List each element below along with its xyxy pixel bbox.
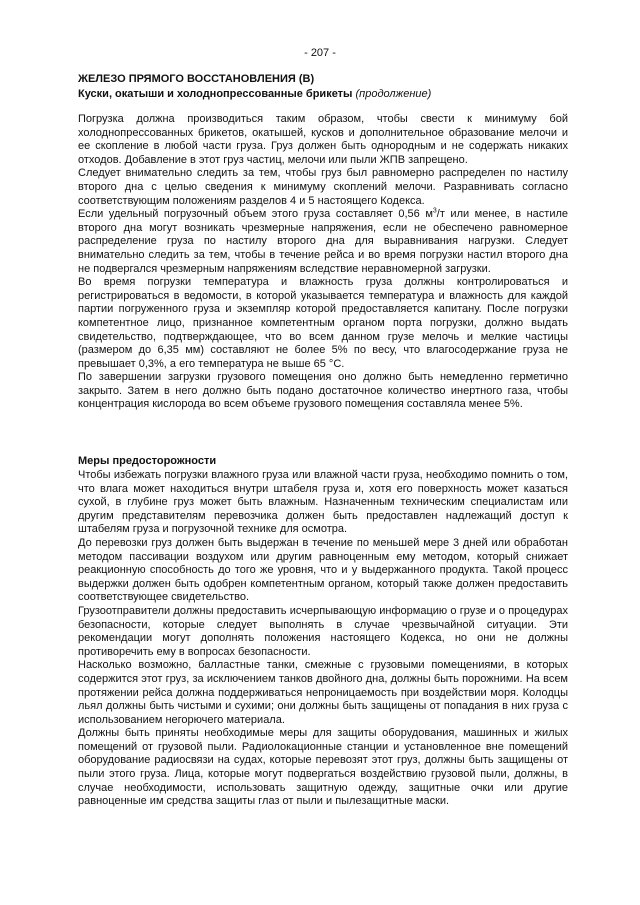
loading-section [78, 113, 568, 412]
document-title: ЖЕЛЕЗО ПРЯМОГО ВОССТАНОВЛЕНИЯ (B) [78, 73, 315, 85]
document-header [78, 72, 568, 101]
precautions-heading: Меры предосторожности [78, 455, 217, 467]
document-subtitle [78, 87, 568, 101]
precautions-section [78, 454, 568, 809]
paragraph-stowage-factor [78, 208, 568, 276]
subtitle-main: Куски, окатыши и холоднопрессованные брикеты [78, 88, 356, 100]
paragraph-dust-protection: Должны быть приняты необходимые меры для защиты оборудования, машинных и жилых помещений от грузовой пыли. Радиолокационные станции и установленное вне помещений оборудование радиосвязи на судах, которые перевозят этот груз, должны быть защищены от пыли этого груза. Лица, которые могут подвергаться воздействию грузовой пыли, должны, в случае необходимости, использовать защитную одежду, защитные очки или другие равноценные им средства защиты глаз от пыли и пылезащитные маски. [78, 727, 568, 808]
paragraph-ballast-tanks: Насколько возможно, балластные танки, смежные с грузовыми помещениями, в которых содержится этот груз, за исключением танков двойного дна, должны быть порожними. На всем протяжении рейса должна поддерживаться непроницаемость при воздействии моря. Колодцы льял должны быть чистыми и сухими; они должны быть защищены от попадания в них груза с использованием негорючего материала. [78, 659, 568, 726]
paragraph-trimming: Следует внимательно следить за тем, чтобы груз был равномерно распределен по настилу второго дна с целью сведения к минимуму скоплений мелочи. Разравнивать согласно соответствующим положениям разделов 4 и 5 настоящего Кодекса. [78, 167, 568, 207]
paragraph-weathering: До перевозки груз должен быть выдержан в течение по меньшей мере 3 дней или обработан методом пассивации воздухом или другим равноценным ему методом, который снижает реакционную способность до того же уровня, что и у выдержанного продукта. Такой процесс выдержки должен быть одобрен компетентным органом, который также должен предоставить соответствующее свидетельство. [78, 536, 568, 604]
paragraph-loading: Погрузка должна производиться таким образом, чтобы свести к минимуму бой холоднопрессованных брикетов, окатышей, кусков и дополнительное образование мелочи и ее скопление в любой части груза. Груз должен быть однородным и не содержать никаких отходов. Добавление в этот груз частиц, мелочи или пыли ЖПВ запрещено. [78, 113, 568, 166]
stowage-unit-superscript: 3 [432, 207, 437, 215]
paragraph-temperature-monitoring: Во время погрузки температура и влажность груза должны контролироваться и регистрироваться в ведомости, в которой указывается температура и влажность для каждой партии погруженного груза и экземпляр которой предоставляется капитану. После погрузки компетентное лицо, признанное компетентным органом порта погрузки, должно выдать свидетельство, подтверждающее, что во всем данном грузе мелочь и мелкие частицы (размером до 6,35 мм) составляют не более 5% по весу, что влагосодержание груза не превышает 0,3%, а его температура не выше 65 °С. [78, 276, 568, 370]
subtitle-note: (продолжение) [355, 88, 432, 100]
paragraph-inert-gas: По завершении загрузки грузового помещения оно должно быть немедленно герметично закрыто. Затем в него должно быть подано достаточное количество инертного газа, чтобы концентрация кислорода во всем объеме грузового помещения составляла менее 5%. [78, 371, 568, 411]
stowage-text-start: Если удельный погрузочный объем этого груза составляет 0,56 м [78, 208, 433, 221]
paragraph-shipper-info: Грузоотправители должны предоставить исчерпывающую информацию о грузе и о процедурах безопасности, которые следует выполнять в случае чрезвычайной ситуации. Эти рекомендации могут дополнять положения настоящего Кодекса, но они не должны противоречить ему в вопросах безопасности. [78, 604, 568, 658]
page-number: - 207 - [304, 47, 336, 59]
paragraph-moisture: Чтобы избежать погрузки влажного груза или влажной части груза, необходимо помнить о том, что влага может находиться внутри штабеля груза и, хотя его поверхность может казаться сухой, в глубине груз может быть влажным. Назначенным техническим специалистам или другим представителям перевозчика должен быть предоставлен надлежащий доступ к штабелям груза и погрузочной технике для осмотра. [78, 469, 568, 536]
stowage-text-end: /т или менее, в настиле второго дна могут возникать чрезмерные напряжения, если не обеспечено равномерное распределение груза по настилу второго дна для выравнивания нагрузки. Следует внимательно следить за тем, чтобы в течение рейса и во время погрузки настил второго дна не подвергался чрезмерным напряжениям вследствие неравномерной загрузки. [78, 208, 569, 275]
